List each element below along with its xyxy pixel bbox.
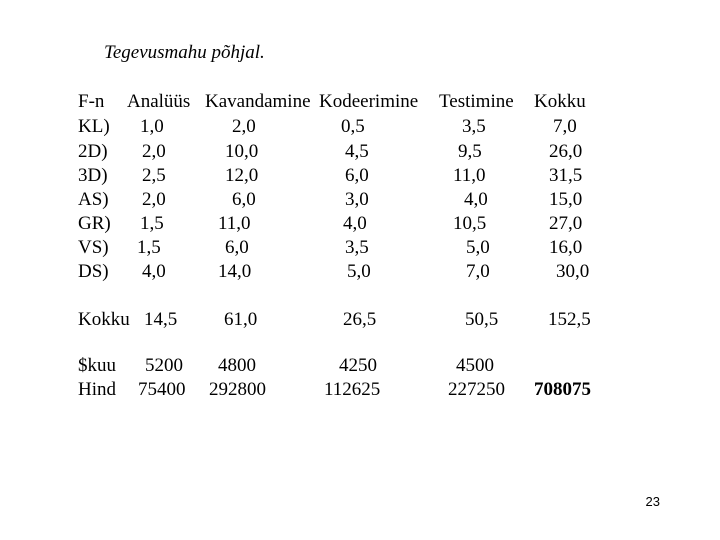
- header-kodeerimine: Kodeerimine: [319, 91, 419, 112]
- row-testimine: 3,5: [462, 116, 486, 137]
- header-kavandamine: Kavandamine: [205, 91, 311, 112]
- row-testimine: 5,0: [466, 237, 490, 258]
- row-kavandamine: 14,0: [218, 261, 252, 282]
- header-analuus: Analüüs: [127, 91, 191, 112]
- total-analuus: 14,5: [144, 309, 178, 330]
- row-analuus: 1,5: [140, 213, 164, 234]
- row-analuus: 1,0: [140, 116, 164, 137]
- row-label: 2D): [78, 141, 108, 162]
- total-kavandamine: 61,0: [224, 309, 258, 330]
- total-testimine: 50,5: [465, 309, 499, 330]
- row-kokku: 15,0: [549, 189, 583, 210]
- total-kokku: 152,5: [548, 309, 591, 330]
- price-kavandamine: 292800: [209, 379, 266, 400]
- price-kodeerimine: 112625: [324, 379, 381, 400]
- row-kavandamine: 6,0: [232, 189, 256, 210]
- rate-testimine: 4500: [456, 355, 494, 376]
- row-kodeerimine: 3,0: [345, 189, 369, 210]
- row-testimine: 7,0: [466, 261, 490, 282]
- row-label: 3D): [78, 165, 108, 186]
- price-grand-total: 708075: [534, 379, 591, 400]
- row-kokku: 16,0: [549, 237, 583, 258]
- row-testimine: 10,5: [453, 213, 487, 234]
- rate-kavandamine: 4800: [218, 355, 256, 376]
- row-testimine: 9,5: [458, 141, 482, 162]
- rate-analuus: 5200: [145, 355, 183, 376]
- row-analuus: 2,5: [142, 165, 166, 186]
- header-kokku: Kokku: [534, 91, 586, 112]
- row-kavandamine: 6,0: [225, 237, 249, 258]
- row-kodeerimine: 3,5: [345, 237, 369, 258]
- row-analuus: 4,0: [142, 261, 166, 282]
- row-kavandamine: 2,0: [232, 116, 256, 137]
- row-kokku: 31,5: [549, 165, 583, 186]
- row-analuus: 1,5: [137, 237, 161, 258]
- total-kodeerimine: 26,5: [343, 309, 377, 330]
- row-kodeerimine: 4,5: [345, 141, 369, 162]
- row-kokku: 30,0: [556, 261, 590, 282]
- row-kokku: 27,0: [549, 213, 583, 234]
- row-kodeerimine: 6,0: [345, 165, 369, 186]
- slide-subtitle: Tegevusmahu põhjal.: [104, 42, 265, 63]
- row-kodeerimine: 0,5: [341, 116, 365, 137]
- row-kavandamine: 10,0: [225, 141, 259, 162]
- page-number: 23: [645, 494, 660, 509]
- row-analuus: 2,0: [142, 189, 166, 210]
- row-kodeerimine: 4,0: [343, 213, 367, 234]
- rate-kodeerimine: 4250: [339, 355, 377, 376]
- row-label: KL): [78, 116, 110, 137]
- row-testimine: 4,0: [464, 189, 488, 210]
- row-kokku: 26,0: [549, 141, 583, 162]
- row-label: GR): [78, 213, 111, 234]
- row-testimine: 11,0: [453, 165, 486, 186]
- price-analuus: 75400: [138, 379, 186, 400]
- row-label: AS): [78, 189, 109, 210]
- row-kavandamine: 12,0: [225, 165, 259, 186]
- price-label: Hind: [78, 379, 116, 400]
- row-kodeerimine: 5,0: [347, 261, 371, 282]
- header-testimine: Testimine: [439, 91, 514, 112]
- row-kokku: 7,0: [553, 116, 577, 137]
- total-label: Kokku: [78, 309, 130, 330]
- price-testimine: 227250: [448, 379, 505, 400]
- row-label: DS): [78, 261, 109, 282]
- row-kavandamine: 11,0: [218, 213, 251, 234]
- header-fn: F-n: [78, 91, 105, 112]
- rate-label: $kuu: [78, 355, 116, 376]
- row-label: VS): [78, 237, 109, 258]
- row-analuus: 2,0: [142, 141, 166, 162]
